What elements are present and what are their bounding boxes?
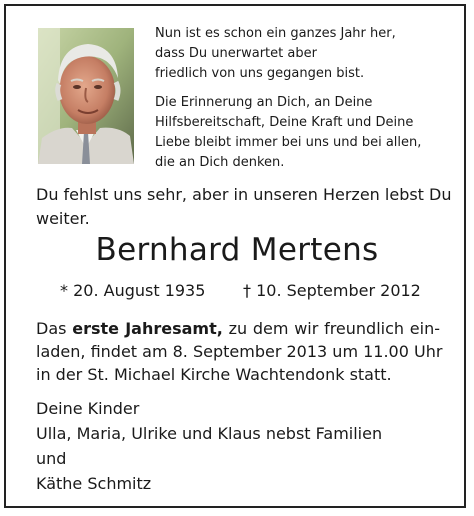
verse-line: Die Erinnerung an Dich, an Deine <box>155 95 373 110</box>
invitation-bold: erste Jahresamt, <box>72 319 223 338</box>
portrait-photo <box>38 28 134 164</box>
verse-line: dass Du unerwartet aber <box>155 46 317 61</box>
verse-line: die an Dich denken. <box>155 155 285 170</box>
signature-line: Käthe Schmitz <box>36 474 152 493</box>
invitation-line-1-rest: zu dem wir freundlich ein- <box>222 319 441 338</box>
invitation-line-2: laden, findet am 8. September 2013 um 11.00 Uhr <box>36 342 443 361</box>
death-date: † 10. September 2012 <box>243 281 421 300</box>
portrait-image <box>38 28 134 164</box>
verse-line: Nun ist es schon ein ganzes Jahr her, <box>155 26 396 41</box>
verse-stanza-1 <box>155 24 396 84</box>
verse-line: Hilfsbereitschaft, Deine Kraft und Deine <box>155 115 414 130</box>
tribute-text <box>36 183 452 231</box>
verse-stanza-2 <box>155 93 421 173</box>
birth-date: * 20. August 1935 <box>60 281 206 300</box>
invitation-prefix: Das <box>36 319 73 338</box>
signature-line: Ulla, Maria, Ulrike und Klaus nebst Familien <box>36 424 383 443</box>
signature-block <box>36 396 382 496</box>
tribute-line-2: weiter. <box>36 209 90 228</box>
signature-line: und <box>36 449 67 468</box>
tribute-line-1: Du fehlst uns sehr, aber in unseren Herzen lebst Du <box>36 185 452 204</box>
invitation-line-1 <box>36 317 440 340</box>
signature-line: Deine Kinder <box>36 399 140 418</box>
verse-line: Liebe bleibt immer bei uns und bei allen, <box>155 135 422 150</box>
invitation-text <box>36 317 443 386</box>
deceased-name: Bernhard Mertens <box>95 232 379 268</box>
verse-line: friedlich von uns gegangen bist. <box>155 66 365 81</box>
invitation-line-3: in der St. Michael Kirche Wachtendonk statt. <box>36 365 392 384</box>
